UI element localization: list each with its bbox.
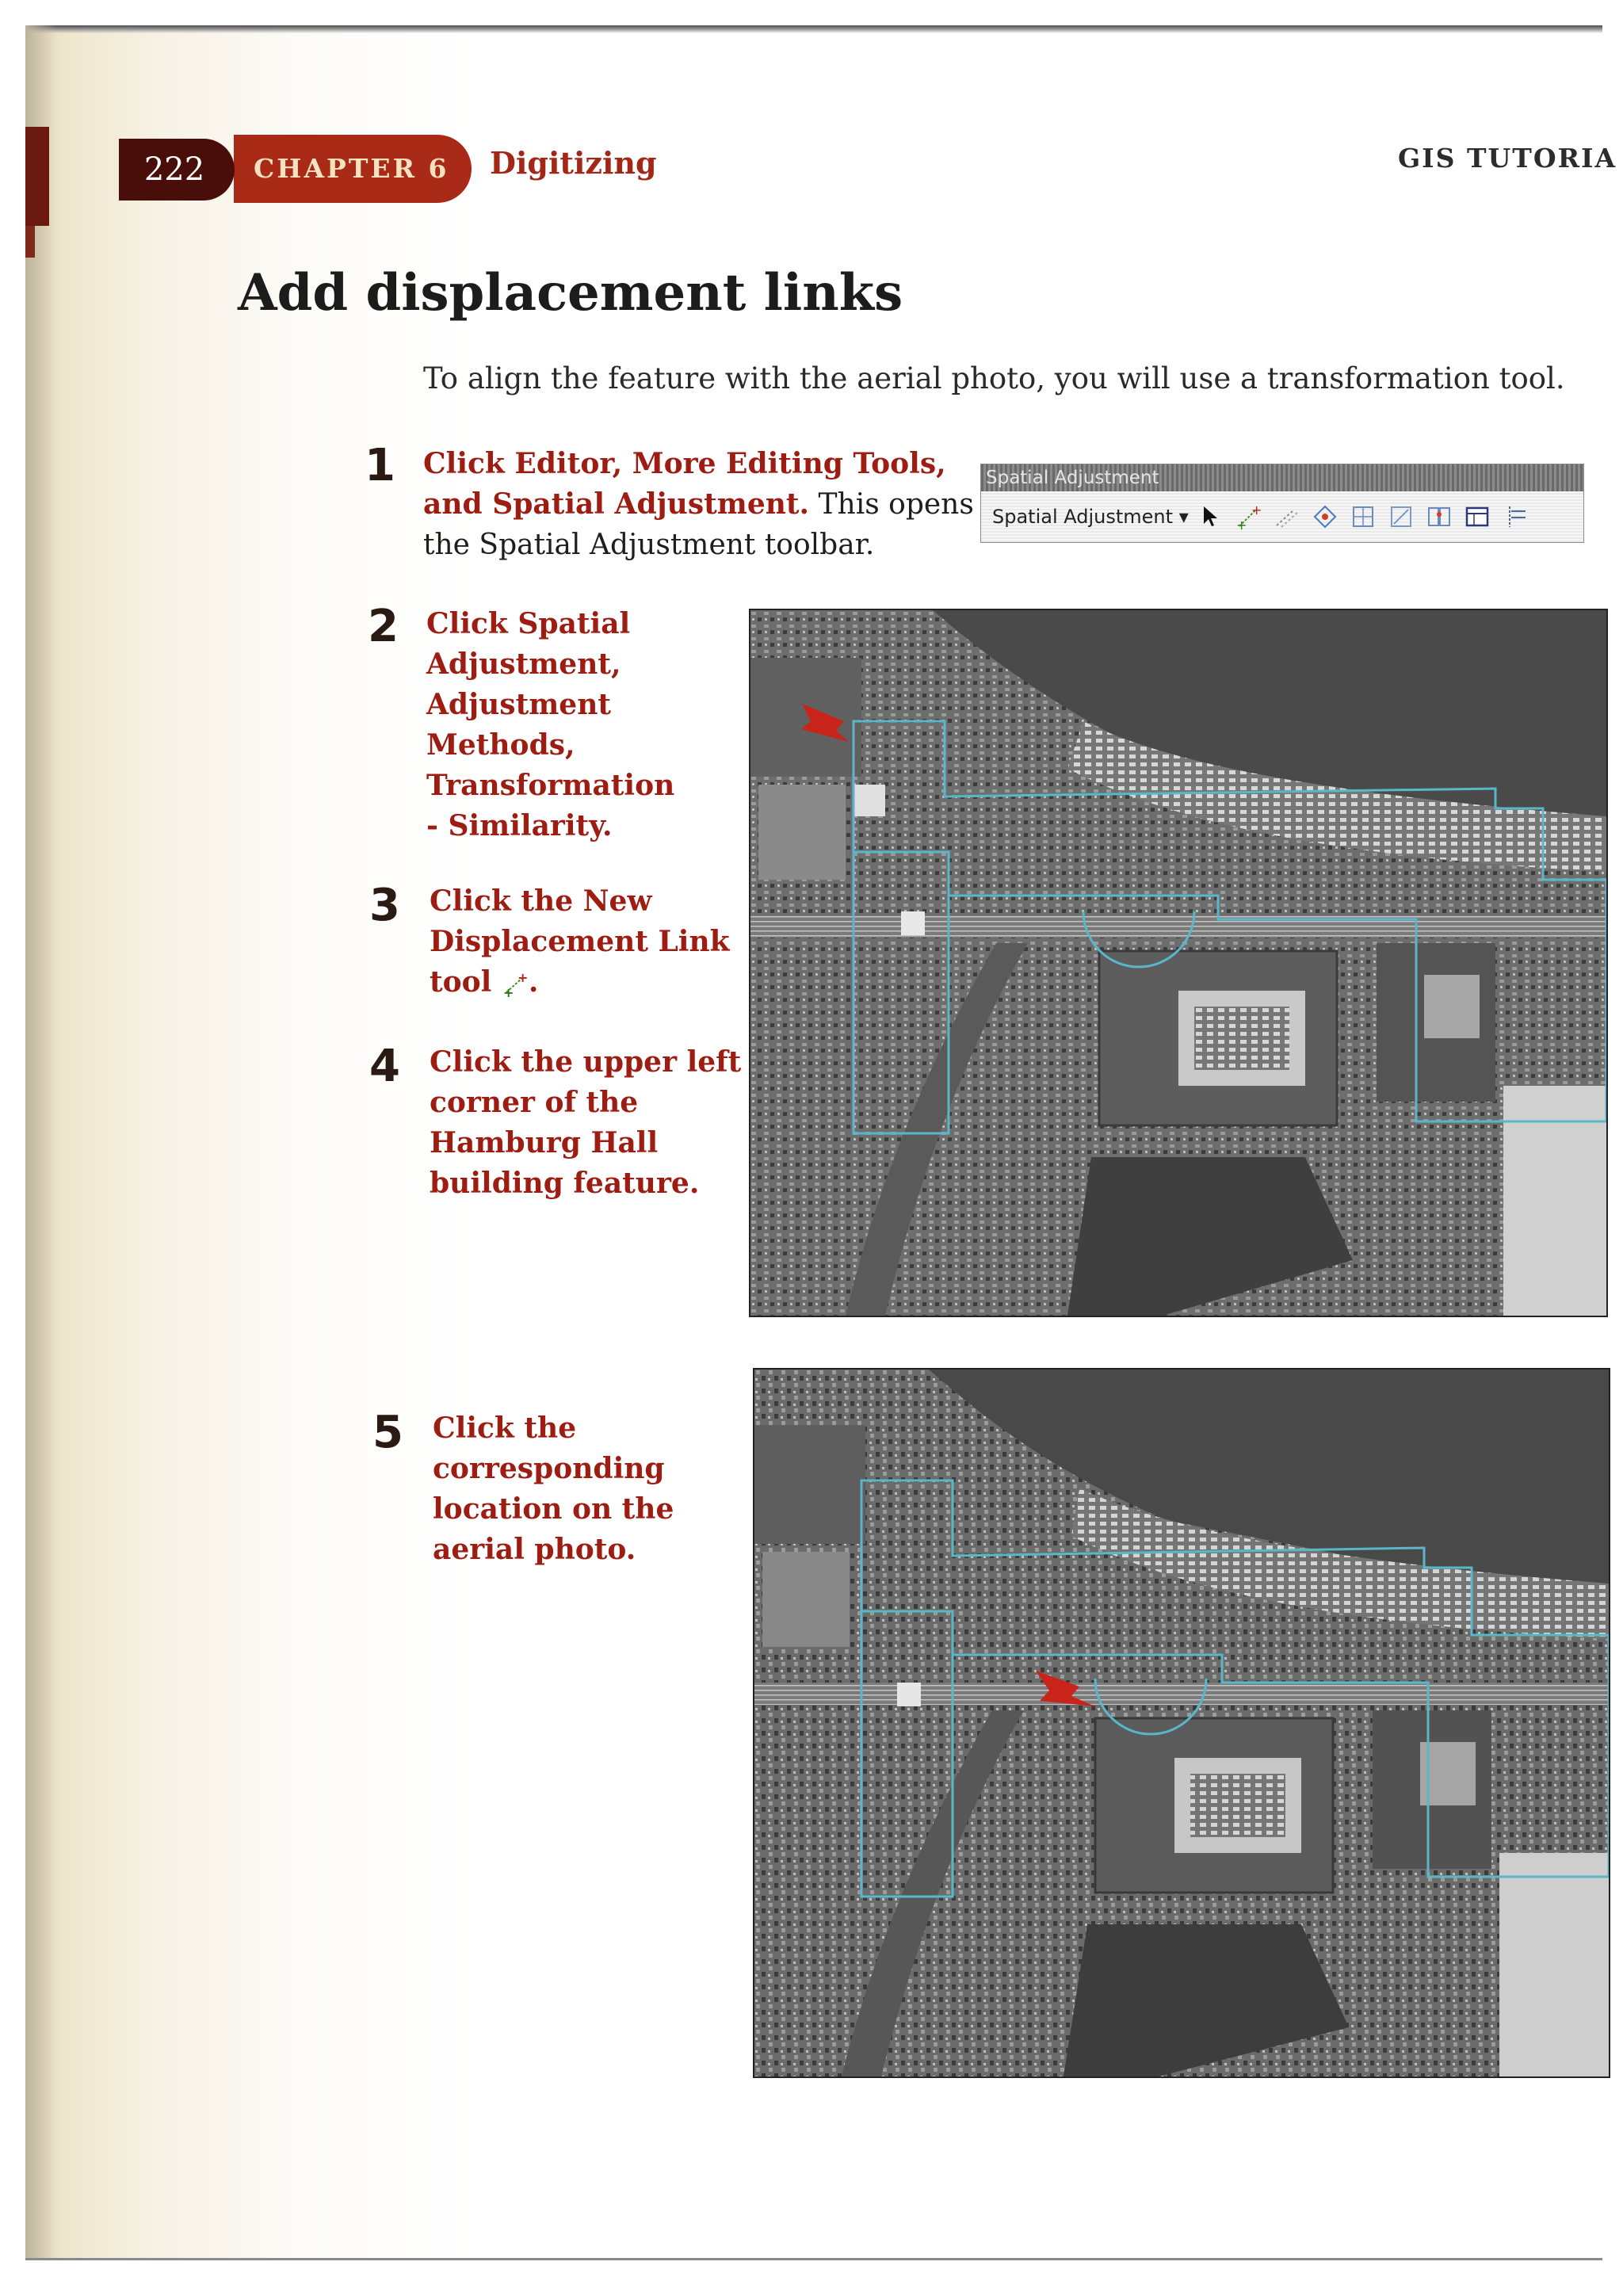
- chapter-label: CHAPTER 6: [254, 153, 449, 184]
- step-line: Click Editor, More Editing Tools,: [423, 447, 946, 480]
- step-line-end: .: [528, 965, 539, 999]
- svg-text:+: +: [502, 985, 514, 998]
- step-5-text: [433, 1408, 674, 1570]
- step-line: Click the New: [430, 884, 652, 918]
- page-number: 222: [143, 151, 205, 188]
- step-line: Click Spatial: [426, 607, 631, 640]
- clear-limited-adjustment-area-icon[interactable]: [1387, 502, 1415, 531]
- chevron-down-icon: ▾: [1178, 506, 1189, 528]
- select-elements-icon[interactable]: [1197, 502, 1225, 531]
- step-4-text: [430, 1042, 741, 1204]
- step-3-text: [430, 881, 730, 1003]
- chapter-edge-tab: [25, 127, 49, 226]
- step-line: [423, 484, 974, 525]
- new-displacement-link-icon: [502, 967, 529, 999]
- step-number: 1: [365, 440, 395, 491]
- dropdown-label: Spatial Adjustment: [992, 506, 1174, 528]
- step-line: Displacement Link: [430, 925, 730, 958]
- svg-text:+: +: [517, 971, 529, 985]
- step-line: building feature.: [430, 1167, 700, 1200]
- page-top-shadow: [25, 25, 1602, 33]
- step-line: [430, 962, 730, 1003]
- section-title: Add displacement links: [238, 263, 903, 323]
- step-line: aerial photo.: [433, 1533, 636, 1566]
- step-line-emphasis: and Spatial Adjustment.: [423, 487, 810, 521]
- step-line-plain: This opens: [809, 488, 974, 521]
- step-line: Methods,: [426, 728, 575, 762]
- spatial-adjustment-dropdown[interactable]: [981, 506, 1197, 528]
- aerial-photo-2: [753, 1368, 1610, 2078]
- running-head: GIS TUTORIA: [1398, 143, 1617, 174]
- step-line: corresponding: [433, 1452, 665, 1485]
- step-line: Adjustment,: [426, 648, 621, 681]
- step-number: 2: [368, 601, 399, 652]
- book-spine-shading: [25, 25, 57, 2260]
- toolbar-row: [981, 491, 1583, 542]
- aerial-photo-1: [749, 609, 1608, 1317]
- step-number: 3: [369, 880, 400, 931]
- spatial-adjustment-toolbar: [980, 464, 1584, 543]
- page-bottom-edge: [25, 2258, 1602, 2260]
- svg-text:+: +: [1251, 503, 1262, 518]
- step-line-start: tool: [430, 965, 492, 999]
- step-2-text: [426, 604, 674, 846]
- step-line: Click the upper left: [430, 1045, 742, 1079]
- step-line: Adjustment: [426, 688, 611, 721]
- step-line: the Spatial Adjustment toolbar.: [423, 529, 875, 561]
- chapter-title: Digitizing: [490, 145, 657, 181]
- step-line: location on the: [433, 1492, 674, 1526]
- toolbar-title: Spatial Adjustment: [981, 464, 1583, 491]
- step-line: corner of the: [430, 1086, 639, 1119]
- step-line: Transformation: [426, 769, 675, 802]
- step-line: - Similarity.: [426, 809, 613, 842]
- new-limited-adjustment-area-icon[interactable]: [1349, 502, 1377, 531]
- view-link-table-icon[interactable]: [1463, 502, 1491, 531]
- multi-displacement-links-icon[interactable]: [1273, 502, 1301, 531]
- step-number: 5: [372, 1407, 403, 1458]
- svg-text:+: +: [1236, 518, 1247, 530]
- chapter-edge-tab-lower: [25, 226, 35, 258]
- edge-match-icon[interactable]: [1425, 502, 1453, 531]
- step-number: 4: [369, 1041, 400, 1092]
- adjustment-preview-icon[interactable]: [1501, 502, 1529, 531]
- new-displacement-link-icon[interactable]: [1235, 502, 1263, 531]
- step-1-text: [423, 444, 974, 565]
- intro-paragraph: To align the feature with the aerial photo, you will use a transformation tool.: [423, 361, 1565, 395]
- step-line: Hamburg Hall: [430, 1126, 659, 1159]
- new-identity-link-icon[interactable]: [1311, 502, 1339, 531]
- step-line: Click the: [433, 1412, 577, 1445]
